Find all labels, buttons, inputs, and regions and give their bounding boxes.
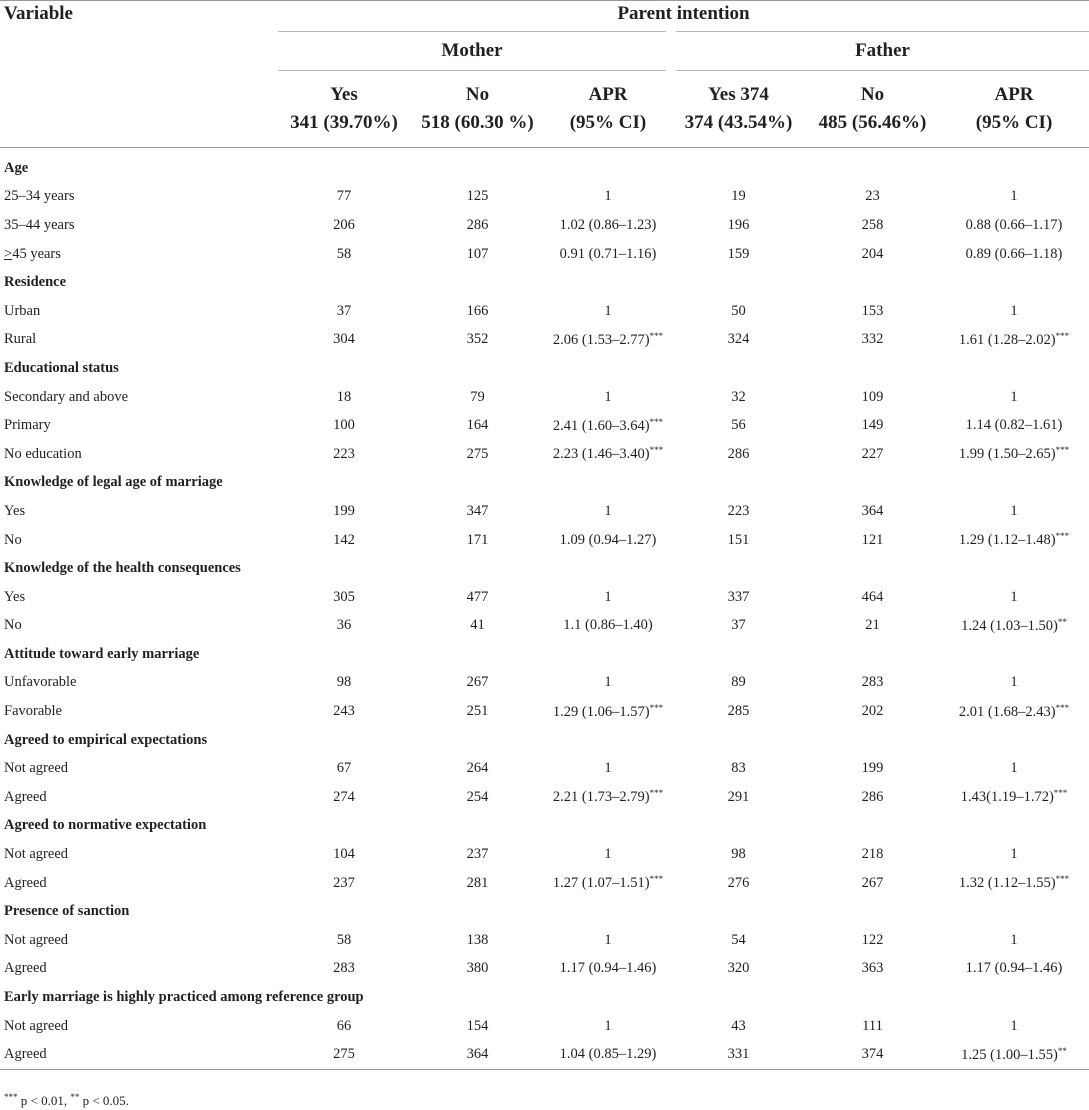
table-cell: 32 xyxy=(731,388,746,405)
table-cell: 363 xyxy=(861,960,884,977)
table-row xyxy=(0,955,1089,984)
table-cell: 83 xyxy=(731,760,746,777)
row-label: Agreed xyxy=(4,874,47,891)
table-cell: 275 xyxy=(333,1046,355,1063)
table-cell: 164 xyxy=(466,417,489,434)
table-cell: 1 xyxy=(1010,188,1018,205)
table-cell: 23 xyxy=(865,188,880,205)
table-cell: 111 xyxy=(862,1017,883,1034)
table-row xyxy=(0,297,1089,326)
section-header-row xyxy=(0,268,1089,297)
column-header: Yes 341 (39.70%) xyxy=(290,84,398,133)
section-header-row xyxy=(0,554,1089,583)
table-cell: 286 xyxy=(466,216,489,233)
table-cell: 1 xyxy=(604,1017,612,1034)
table-cell: 122 xyxy=(861,931,884,948)
table-cell: 283 xyxy=(861,674,884,691)
section-header-row xyxy=(0,897,1089,926)
footnote-marker: ** xyxy=(70,1092,80,1102)
table-cell: 1 xyxy=(604,302,612,319)
footnote-marker: *** xyxy=(4,1092,18,1102)
section-header-row xyxy=(0,148,1089,183)
table-cell: 153 xyxy=(861,302,884,319)
table-cell: 218 xyxy=(861,846,884,863)
footnote-text: p < 0.01, xyxy=(17,1093,71,1108)
table-cell: 1.17 (0.94–1.46) xyxy=(965,960,1063,977)
table-cell: 1 xyxy=(1010,1017,1018,1034)
table-row xyxy=(0,583,1089,612)
row-label: >45 years xyxy=(4,245,61,262)
table-cell: 1 xyxy=(604,846,612,863)
table-row xyxy=(0,783,1089,812)
table-cell: 66 xyxy=(336,1017,352,1034)
column-header: No 485 (56.46%) xyxy=(818,84,927,133)
row-label: Rural xyxy=(4,331,37,348)
table-cell: 223 xyxy=(727,502,750,519)
variable-header: Variable xyxy=(4,3,73,24)
table-cell: 285 xyxy=(727,703,750,720)
table-cell: 331 xyxy=(727,1046,750,1063)
table-cell: 1 xyxy=(1010,388,1018,405)
table-cell: 0.89 (0.66–1.18) xyxy=(965,245,1063,262)
table-cell: 291 xyxy=(727,788,750,805)
footnote-text: p < 0.05. xyxy=(79,1093,129,1108)
table-cell: 1.1 (0.86–1.40) xyxy=(563,617,653,634)
row-label: Urban xyxy=(4,302,41,319)
table-cell: 1 xyxy=(604,760,612,777)
table-cell: 1 xyxy=(604,674,612,691)
section-title: Knowledge of legal age of marriage xyxy=(4,474,223,491)
table-cell: 151 xyxy=(727,531,750,548)
table-cell: 1.99 (1.50–2.65)*** xyxy=(958,445,1070,463)
table-cell: 1.04 (0.85–1.29) xyxy=(559,1046,657,1063)
table-cell: 37 xyxy=(336,302,352,319)
table-cell: 364 xyxy=(466,1046,489,1063)
table-cell: 206 xyxy=(333,216,355,233)
mother-header: Mother xyxy=(278,32,671,71)
table-row xyxy=(0,183,1089,212)
section-title: Educational status xyxy=(4,359,119,376)
table-cell: 320 xyxy=(727,960,750,977)
table-cell: 1.17 (0.94–1.46) xyxy=(559,960,657,977)
table-cell: 1 xyxy=(1010,846,1018,863)
table-cell: 347 xyxy=(466,502,489,519)
table-cell: 196 xyxy=(727,216,750,233)
table-cell: 204 xyxy=(861,245,884,262)
column-header: APR (95% CI) xyxy=(975,84,1053,133)
table-cell: 305 xyxy=(333,588,355,605)
section-title: Agreed to empirical expectations xyxy=(4,731,208,748)
table-cell: 254 xyxy=(466,788,489,805)
section-title: Presence of sanction xyxy=(4,903,130,920)
row-label: Not agreed xyxy=(4,931,69,948)
table-cell: 337 xyxy=(727,588,750,605)
table-cell: 89 xyxy=(731,674,746,691)
table-cell: 2.41 (1.60–3.64)*** xyxy=(552,416,664,434)
table-cell: 1 xyxy=(1010,674,1018,691)
section-title: Residence xyxy=(4,274,67,291)
row-label: 35–44 years xyxy=(4,216,75,233)
table-cell: 477 xyxy=(466,588,489,605)
table-cell: 199 xyxy=(333,502,355,519)
table-cell: 109 xyxy=(861,388,884,405)
section-header-row xyxy=(0,354,1089,383)
table-row xyxy=(0,1012,1089,1041)
row-label: Yes xyxy=(4,588,26,605)
row-label: No xyxy=(4,617,22,634)
table-cell: 1.09 (0.94–1.27) xyxy=(559,531,657,548)
table-cell: 1 xyxy=(1010,502,1018,519)
table-cell: 36 xyxy=(336,617,352,634)
table-cell: 1 xyxy=(1010,302,1018,319)
table-row xyxy=(0,754,1089,783)
table-cell: 43 xyxy=(731,1017,746,1034)
table-cell: 223 xyxy=(333,445,355,462)
table-cell: 1 xyxy=(604,388,612,405)
table-cell: 1.24 (1.03–1.50)** xyxy=(961,616,1067,634)
table-cell: 121 xyxy=(861,531,884,548)
row-label: Not agreed xyxy=(4,1017,69,1034)
table-cell: 464 xyxy=(861,588,884,605)
table-row xyxy=(0,926,1089,955)
table-row xyxy=(0,1040,1089,1069)
table-cell: 138 xyxy=(466,931,489,948)
table-cell: 1.02 (0.86–1.23) xyxy=(559,216,657,233)
table-row xyxy=(0,240,1089,269)
table-cell: 281 xyxy=(466,874,489,891)
table-row xyxy=(0,840,1089,869)
table-cell: 243 xyxy=(333,703,355,720)
table-cell: 58 xyxy=(336,931,352,948)
table-header xyxy=(0,1,1089,148)
table-cell: 56 xyxy=(731,417,746,434)
section-header-row xyxy=(0,812,1089,841)
section-title: Early marriage is highly practiced among reference group xyxy=(4,989,364,1006)
table-row xyxy=(0,211,1089,240)
table-cell: 1 xyxy=(604,188,612,205)
father-header: Father xyxy=(671,32,1089,71)
table-cell: 380 xyxy=(466,960,489,977)
table-cell: 237 xyxy=(466,846,489,863)
table-cell: 2.21 (1.73–2.79)*** xyxy=(552,788,664,806)
row-label: Not agreed xyxy=(4,760,69,777)
table-cell: 324 xyxy=(727,331,750,348)
table-cell: 0.91 (0.71–1.16) xyxy=(559,245,657,262)
table-row xyxy=(0,669,1089,698)
table-cell: 58 xyxy=(336,245,352,262)
table-row xyxy=(0,383,1089,412)
table-cell: 332 xyxy=(861,331,884,348)
table-cell: 364 xyxy=(861,502,884,519)
table-row xyxy=(0,411,1089,440)
table-cell: 286 xyxy=(861,788,884,805)
row-label: No education xyxy=(4,445,82,462)
section-title: Age xyxy=(4,159,29,176)
column-header: APR (95% CI) xyxy=(569,84,647,133)
table-body xyxy=(0,148,1089,1070)
table-cell: 275 xyxy=(466,445,489,462)
table-row xyxy=(0,869,1089,898)
row-label: Agreed xyxy=(4,960,47,977)
table-cell: 18 xyxy=(336,388,352,405)
row-label: Agreed xyxy=(4,788,47,805)
table-cell: 352 xyxy=(466,331,489,348)
table-cell: 98 xyxy=(336,674,352,691)
table-cell: 0.88 (0.66–1.17) xyxy=(965,216,1063,233)
table-cell: 267 xyxy=(861,874,884,891)
parent-intention-header: Parent intention xyxy=(278,1,1089,32)
row-label: Favorable xyxy=(4,703,62,720)
table-cell: 1.14 (0.82–1.61) xyxy=(965,417,1063,434)
table-cell: 171 xyxy=(466,531,489,548)
table-cell: 149 xyxy=(861,417,884,434)
table-cell: 98 xyxy=(731,846,746,863)
table-cell: 251 xyxy=(466,703,489,720)
table-cell: 283 xyxy=(333,960,355,977)
table-cell: 100 xyxy=(333,417,355,434)
table-cell: 54 xyxy=(731,931,746,948)
section-title: Attitude toward early marriage xyxy=(4,645,200,662)
table-cell: 1 xyxy=(1010,760,1018,777)
table-cell: 1.29 (1.12–1.48)*** xyxy=(958,531,1070,549)
table-cell: 374 xyxy=(861,1046,884,1063)
section-header-row xyxy=(0,640,1089,669)
table-cell: 1.25 (1.00–1.55)** xyxy=(961,1045,1067,1063)
table-row xyxy=(0,697,1089,726)
table-row xyxy=(0,326,1089,355)
row-label: Not agreed xyxy=(4,846,69,863)
table-cell: 304 xyxy=(333,331,355,348)
table-cell: 264 xyxy=(466,760,489,777)
table-cell: 1 xyxy=(1010,588,1018,605)
column-header: No 518 (60.30 %) xyxy=(421,84,534,133)
table-cell: 267 xyxy=(466,674,489,691)
table-cell: 166 xyxy=(466,302,489,319)
table-cell: 77 xyxy=(336,188,352,205)
table-cell: 286 xyxy=(727,445,750,462)
table-row xyxy=(0,440,1089,469)
table-cell: 1.27 (1.07–1.51)*** xyxy=(552,874,664,892)
table-cell: 107 xyxy=(466,245,489,262)
table-cell: 1.32 (1.12–1.55)*** xyxy=(958,874,1070,892)
table-cell: 50 xyxy=(731,302,746,319)
table-cell: 1.29 (1.06–1.57)*** xyxy=(552,702,664,720)
table-cell: 227 xyxy=(861,445,884,462)
row-label: 25–34 years xyxy=(4,188,75,205)
table-cell: 274 xyxy=(333,788,355,805)
table-cell: 1.61 (1.28–2.02)*** xyxy=(958,330,1070,348)
table-cell: 1 xyxy=(604,502,612,519)
row-label: No xyxy=(4,531,22,548)
table-cell: 276 xyxy=(727,874,750,891)
section-title: Knowledge of the health consequences xyxy=(4,560,241,577)
table-cell: 142 xyxy=(333,531,355,548)
table-cell: 104 xyxy=(333,846,355,863)
table-cell: 41 xyxy=(470,617,485,634)
table-cell: 37 xyxy=(731,617,746,634)
row-label: Primary xyxy=(4,417,51,434)
column-header: Yes 374 374 (43.54%) xyxy=(684,84,793,133)
table-cell: 1.43(1.19–1.72)*** xyxy=(960,788,1068,806)
table-cell: 1 xyxy=(1010,931,1018,948)
row-label: Secondary and above xyxy=(4,388,129,405)
section-title: Agreed to normative expectation xyxy=(4,817,207,834)
table-cell: 258 xyxy=(861,216,884,233)
table-cell: 1 xyxy=(604,588,612,605)
table-cell: 199 xyxy=(861,760,884,777)
table-cell: 21 xyxy=(865,617,880,634)
row-label: Yes xyxy=(4,502,26,519)
table-cell: 154 xyxy=(466,1017,489,1034)
table-row xyxy=(0,497,1089,526)
table-cell: 2.23 (1.46–3.40)*** xyxy=(552,445,664,463)
section-header-row xyxy=(0,983,1089,1012)
footnote xyxy=(4,1092,129,1109)
table-cell: 19 xyxy=(731,188,746,205)
table-cell: 125 xyxy=(466,188,489,205)
table-cell: 67 xyxy=(336,760,352,777)
table-cell: 79 xyxy=(470,388,485,405)
section-header-row xyxy=(0,469,1089,498)
row-label: Agreed xyxy=(4,1046,47,1063)
table-cell: 237 xyxy=(333,874,355,891)
table-cell: 2.01 (1.68–2.43)*** xyxy=(958,702,1070,720)
row-label: Unfavorable xyxy=(4,674,77,691)
table-row xyxy=(0,526,1089,555)
table-cell: 2.06 (1.53–2.77)*** xyxy=(552,330,664,348)
section-header-row xyxy=(0,726,1089,755)
table-cell: 1 xyxy=(604,931,612,948)
table-row xyxy=(0,612,1089,641)
table-cell: 159 xyxy=(727,245,750,262)
table-cell: 202 xyxy=(861,703,884,720)
